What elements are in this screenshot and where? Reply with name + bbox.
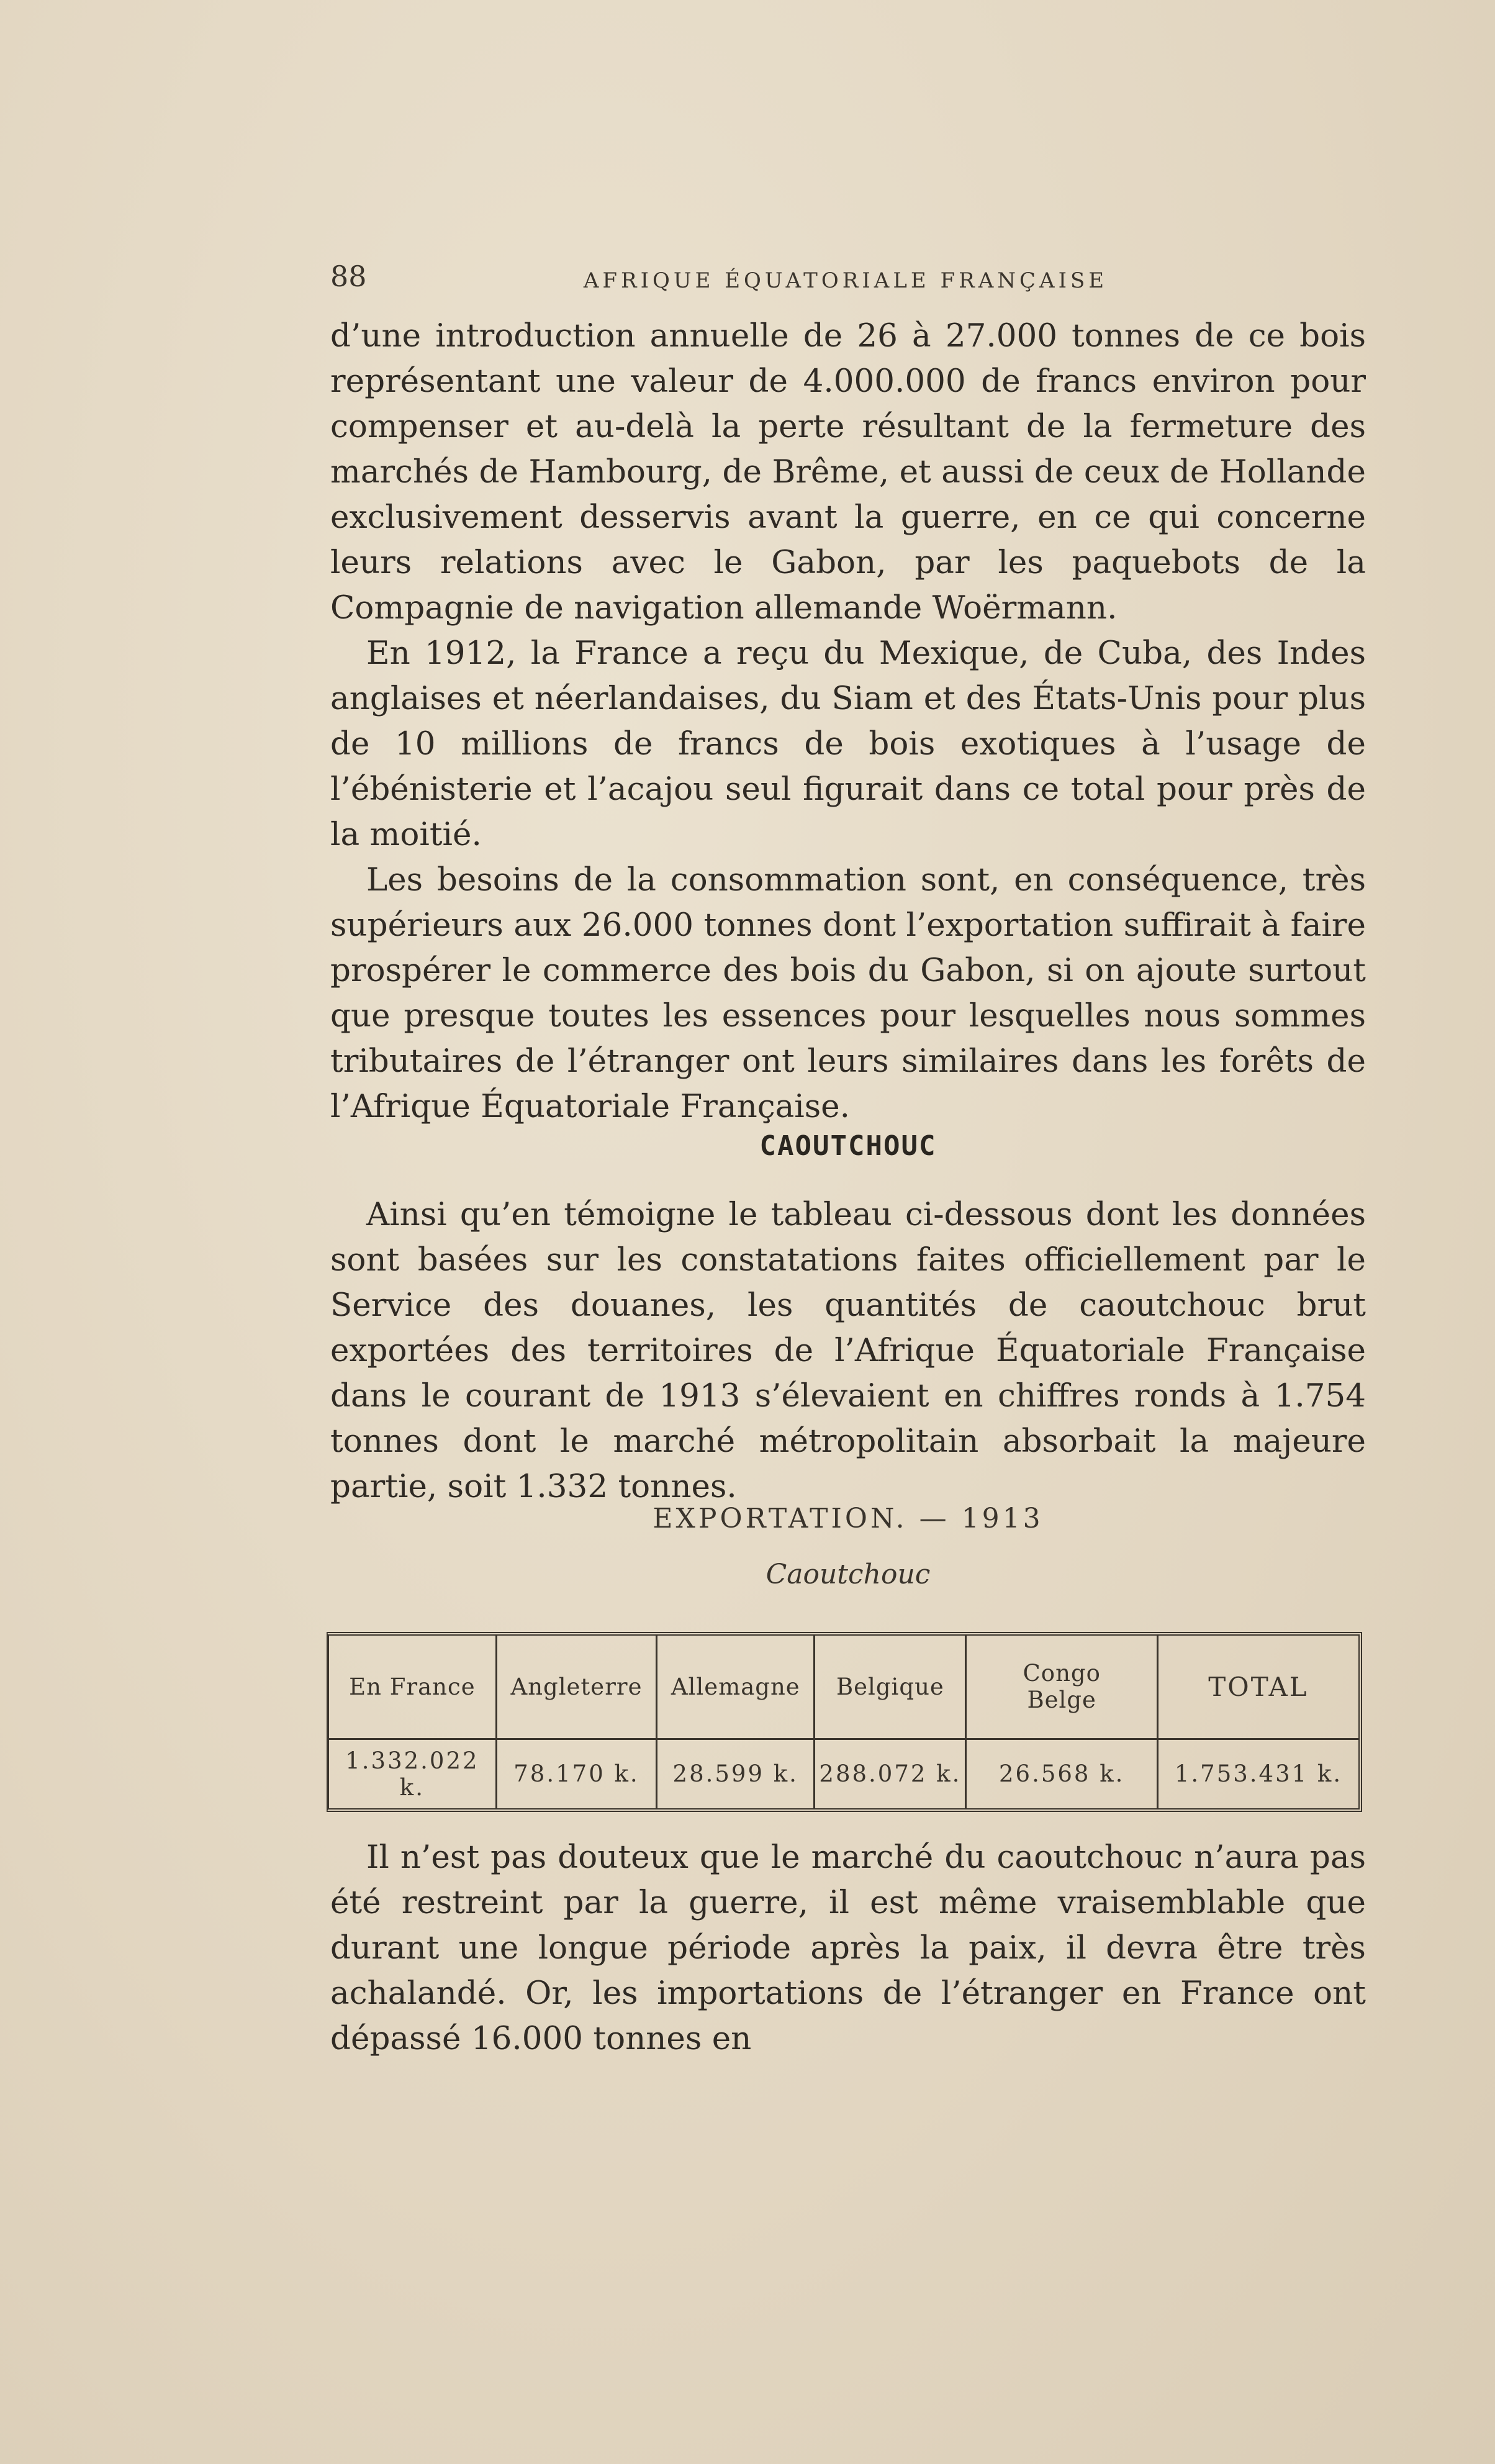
paragraph-1: d’une introduction annuelle de 26 à 27.000 tonnes de ce bois représentant une valeur de 4.000.000 de francs environ pour compenser et au-delà la perte résultant de la fermeture des marchés de Hambourg, de Brême, et aussi de ceux de Hollande exclusivement desservis avant la guerre, en ce qui concerne leurs relations avec le Gabon, par les paquebots de la Compagnie de navigation allemande Woërmann. xyxy=(330,317,1366,627)
section-title: CAOUTCHOUC xyxy=(759,1130,937,1162)
table-cell: 1.332.022 k. xyxy=(329,1739,496,1808)
paragraph-4: Ainsi qu’en témoigne le tableau ci-dessous dont les données sont basées sur les constatations faites officiellement par le Service des douanes, les quantités de caoutchouc brut exportées des territoires de l’Afrique Équatoriale Française dans le courant de 1913 s’élevaient en chiffres ronds à 1.754 tonnes dont le marché métropolitain absorbait la majeure partie, soit 1.332 tonnes. xyxy=(330,1196,1366,1505)
paragraph-5: Il n’est pas douteux que le marché du caoutchouc n’aura pas été restreint par la guerre, il est même vraisemblable que durant une longue période après la paix, il devra être très achalandé. Or, les importations de l’étranger en France ont dépassé 16.000 tonnes en xyxy=(330,1839,1366,2057)
export-table xyxy=(327,1632,1362,1812)
paragraph-3: Les besoins de la consommation sont, en conséquence, très supérieurs aux 26.000 tonnes dont l’exportation suffirait à faire prospérer le commerce des bois du Gabon, si on ajoute surtout que presque toutes les essences pour lesquelles nous sommes tributaires de l’étranger ont leurs similaires dans les forêts de l’Afrique Équatoriale Française. xyxy=(330,861,1366,1125)
paragraph-2: En 1912, la France a reçu du Mexique, de Cuba, des Indes anglaises et néerlandaises, du Siam et des États-Unis pour plus de 10 millions de francs de bois exotiques à l’usage de l’ébénisterie et l’acajou seul figurait dans ce total pour près de la moitié. xyxy=(330,635,1366,853)
page-header xyxy=(330,253,1361,309)
table-subcaption: Caoutchouc xyxy=(766,1559,931,1590)
table-caption: EXPORTATION. — 1913 xyxy=(653,1503,1044,1534)
table-cell: 1.753.431 k. xyxy=(1174,1760,1343,1788)
table-header-cell: Belgique xyxy=(815,1636,966,1739)
table-header-row xyxy=(329,1636,1358,1739)
table-cell: 288.072 k. xyxy=(815,1739,966,1808)
running-head: AFRIQUE ÉQUATORIALE FRANÇAISE xyxy=(583,268,1108,293)
table-header-cell: Congo Belge xyxy=(966,1636,1158,1739)
table-header-cell: TOTAL xyxy=(1157,1636,1358,1739)
table-header-cell: Allemagne xyxy=(657,1636,815,1739)
body-text xyxy=(330,314,1366,1130)
table-header-cell: Angleterre xyxy=(496,1636,656,1739)
table-cell: 26.568 k. xyxy=(966,1739,1158,1808)
table-row xyxy=(329,1739,1358,1808)
caoutchouc-paragraph xyxy=(330,1192,1366,1510)
page-number: 88 xyxy=(330,260,367,293)
table-cell: 78.170 k. xyxy=(496,1739,656,1808)
table-cell: 28.599 k. xyxy=(657,1739,815,1808)
closing-paragraph xyxy=(330,1835,1366,2062)
table-header-cell: En France xyxy=(329,1636,496,1739)
